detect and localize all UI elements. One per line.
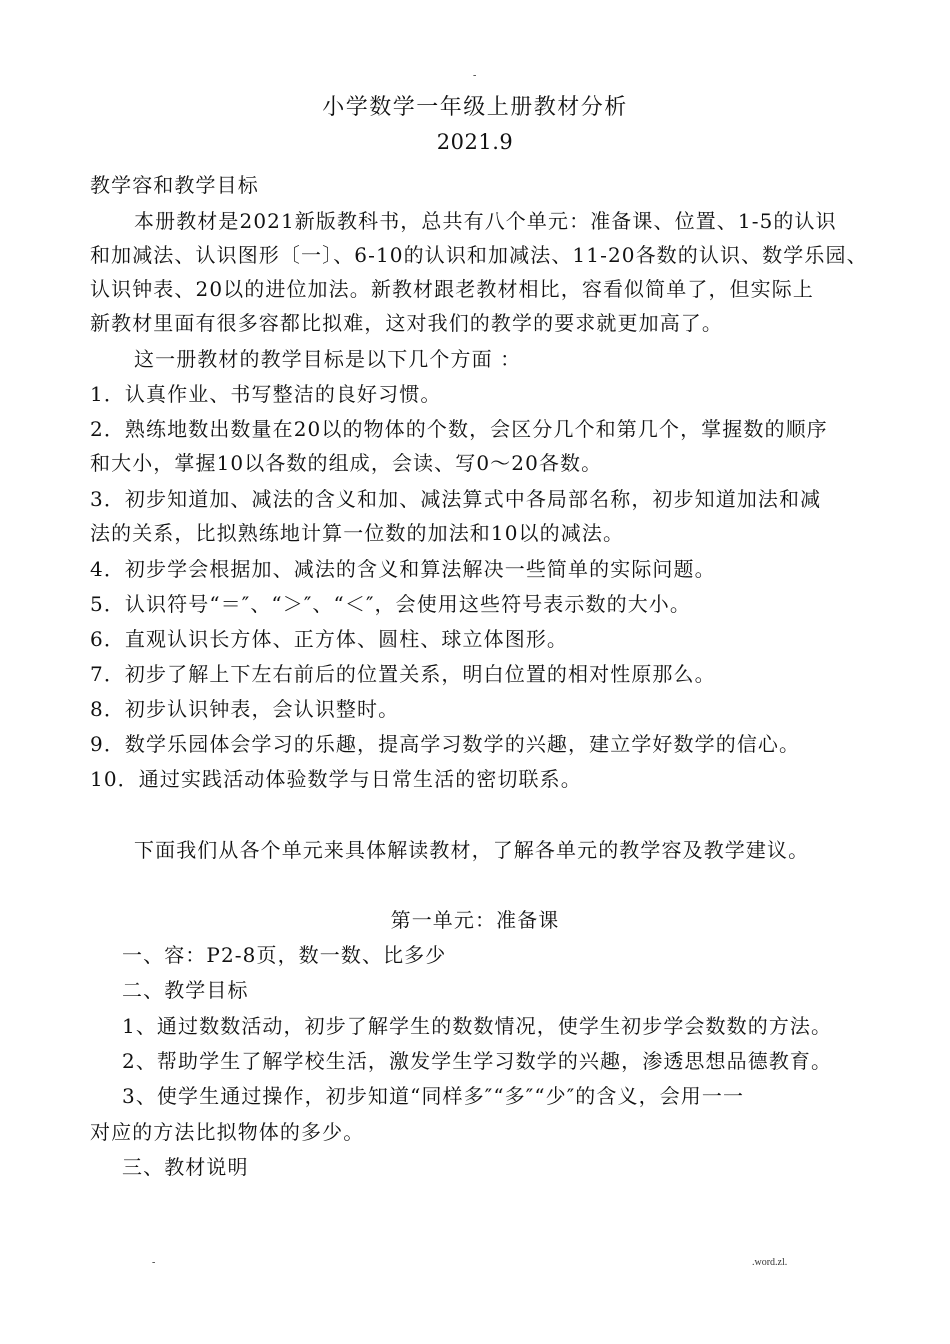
document-title: 小学数学一年级上册教材分析 bbox=[322, 95, 628, 120]
intro-line: 认识钟表、20以的进位加法。新教材跟老教材相比，容看似简单了，但实际上 bbox=[90, 277, 814, 301]
document-date: 2021.9 bbox=[436, 130, 514, 154]
goal-line: 法的关系，比拟熟练地计算一位数的加法和10以的减法。 bbox=[90, 521, 625, 545]
unit1-goal: 1、通过数数活动，初步了解学生的数数情况，使学生初步学会数数的方法。 bbox=[122, 1014, 833, 1038]
goal-line: 10．通过实践活动体验数学与日常生活的密切联系。 bbox=[90, 767, 582, 791]
footer-right-text: .word.zl. bbox=[752, 1257, 788, 1268]
unit1-content: 一、容：P2-8页，数一数、比多少 bbox=[122, 943, 447, 967]
header-mark: - bbox=[473, 70, 477, 81]
unit1-materials-heading: 三、教材说明 bbox=[122, 1155, 249, 1179]
goal-line: 1．认真作业、书写整洁的良好习惯。 bbox=[90, 382, 442, 406]
section-heading: 教学容和教学目标 bbox=[90, 173, 259, 197]
unit1-goal: 3、使学生通过操作，初步知道“同样多″“多″“少″的含义，会用一一 bbox=[122, 1084, 745, 1108]
goal-line: 和大小，掌握10以各数的组成，会读、写0～20各数。 bbox=[90, 451, 603, 475]
goal-line: 6．直观认识长方体、正方体、圆柱、球立体图形。 bbox=[90, 627, 569, 651]
goal-line: 3．初步知道加、减法的含义和加、减法算式中各局部名称，初步知道加法和减 bbox=[90, 487, 822, 511]
unit1-goal: 2、帮助学生了解学校生活，激发学生学习数学的兴趣，渗透思想品德教育。 bbox=[122, 1049, 833, 1073]
goal-line: 9．数学乐园体会学习的乐趣，提高学习数学的兴趣，建立学好数学的信心。 bbox=[90, 732, 801, 756]
footer-left-mark: - bbox=[152, 1257, 156, 1268]
intro-line: 新教材里面有很多容都比拟难，这对我们的教学的要求就更加高了。 bbox=[90, 311, 723, 335]
unit1-heading: 第一单元：准备课 bbox=[390, 908, 560, 932]
intro-line: 和加减法、认识图形〔一〕、6-10的认识和加减法、11-20各数的认识、数学乐园、 bbox=[90, 243, 868, 267]
intro-line: 本册教材是2021新版教科书，总共有八个单元：准备课、位置、1-5的认识 bbox=[134, 209, 837, 233]
transition-paragraph: 下面我们从各个单元来具体解读教材，了解各单元的教学容及教学建议。 bbox=[134, 838, 810, 862]
goal-line: 8．初步认识钟表，会认识整时。 bbox=[90, 697, 400, 721]
goals-intro: 这一册教材的教学目标是以下几个方面 ： bbox=[134, 347, 522, 371]
goal-line: 4．初步学会根据加、减法的含义和算法解决一些简单的实际问题。 bbox=[90, 557, 716, 581]
unit1-goals-heading: 二、教学目标 bbox=[122, 978, 249, 1002]
goal-line: 2．熟练地数出数量在20以的物体的个数，会区分几个和第几个，掌握数的顺序 bbox=[90, 417, 828, 441]
unit1-goal-continuation: 对应的方法比拟物体的多少。 bbox=[90, 1120, 365, 1144]
goal-line: 5．认识符号“＝″、“＞″、“＜″，会使用这些符号表示数的大小。 bbox=[90, 592, 692, 616]
goal-line: 7．初步了解上下左右前后的位置关系，明白位置的相对性原那么。 bbox=[90, 662, 716, 686]
